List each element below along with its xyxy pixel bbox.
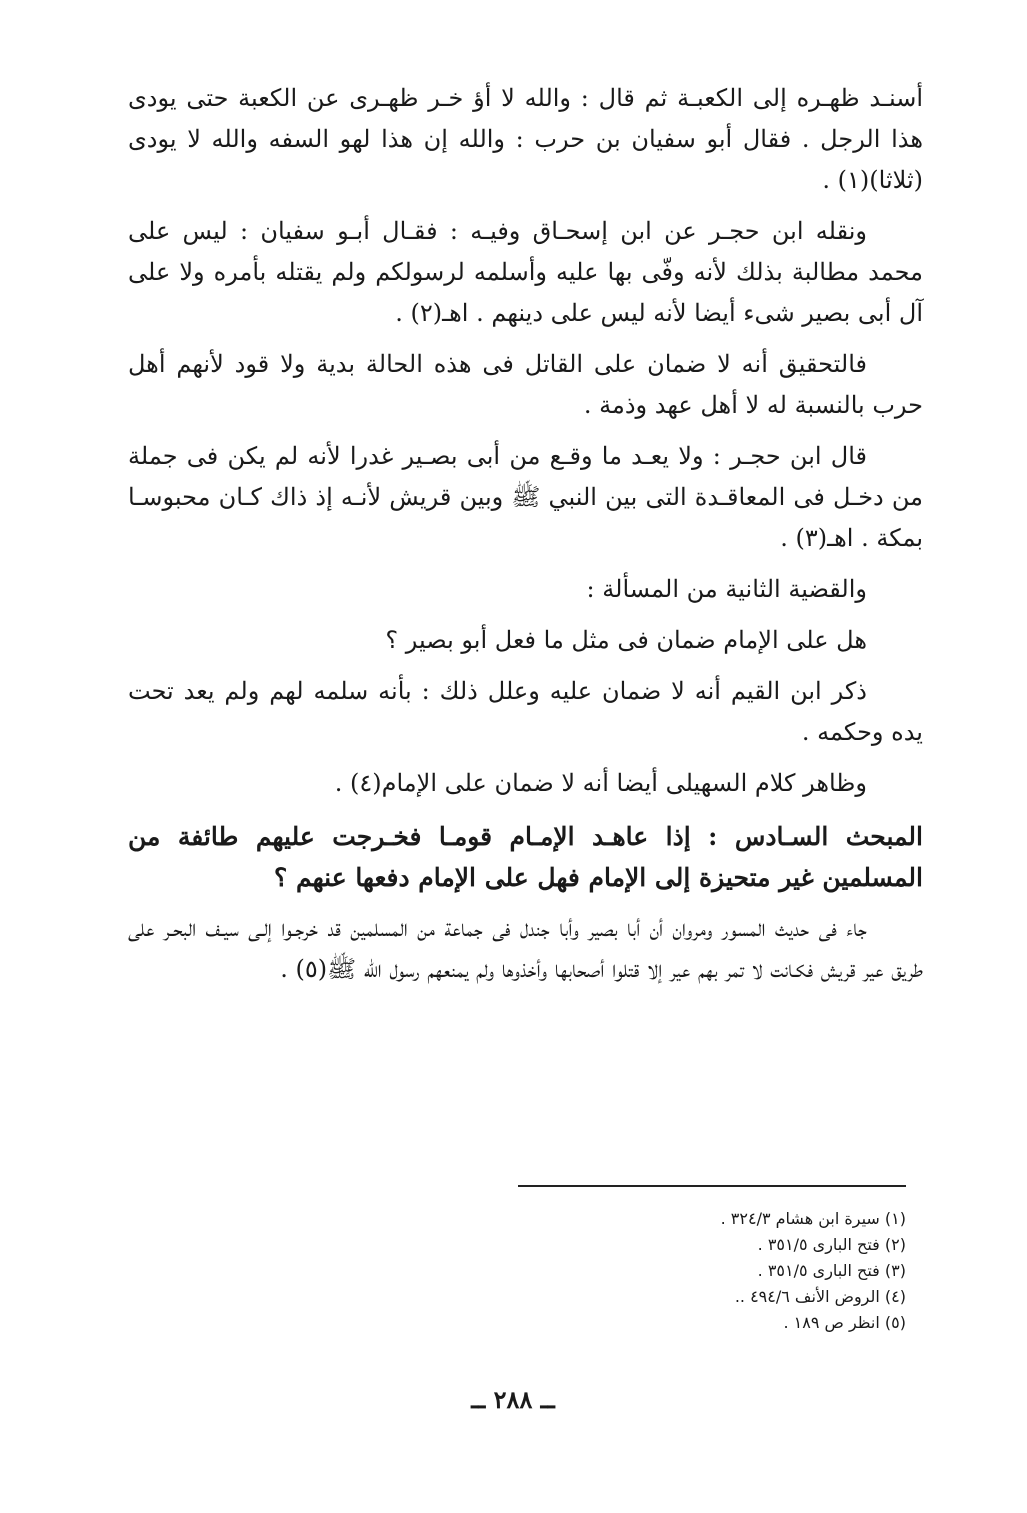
paragraph-3: فالتحقيق أنه لا ضمان على القاتل فى هذه الحالة بدية ولا قود لأنهم أهل حرب بالنسبة له لا أهل عهد وذمة . — [128, 350, 923, 419]
footnote-1: (١) سيرة ابن هشام ٣٢٤/٣ . — [720, 1209, 906, 1228]
main-text — [128, 78, 923, 1000]
footnote-4: (٤) الروض الأنف ٤٩٤/٦ .. — [734, 1287, 906, 1306]
paragraph-1: أسنـد ظهـره إلى الكعبـة ثم قال : والله لا أؤ خـر ظهـرى عن الكعبة حتى يودى هذا الرجل . فقال أبو سفيان بن حرب : والله إن هذا لهو السفه والله لا يودى (ثلاثا)(١) . — [128, 84, 923, 194]
footnote-divider — [518, 1185, 906, 1187]
footnote-2: (٢) فتح البارى ٣٥١/٥ . — [757, 1235, 906, 1254]
footnotes — [520, 1206, 906, 1336]
footnote-5: (٥) انظر ص ١٨٩ . — [783, 1313, 906, 1332]
paragraph-5: والقضية الثانية من المسألة : — [586, 575, 867, 603]
section-heading: المبحث السـادس : إذا عاهـد الإمـام قومـا فخـرجت عليهم طائفة من المسلمين غير متحيزة إلى الإمام فهل على الإمام دفعها عنهم ؟ — [128, 822, 923, 892]
paragraph-7: ذكر ابن القيم أنه لا ضمان عليه وعلل ذلك : بأنه سلمه لهم ولم يعد تحت يده وحكمه . — [128, 677, 923, 746]
paragraph-6: هل على الإمام ضمان فى مثل ما فعل أبو بصير ؟ — [385, 626, 867, 654]
paragraph-4: قال ابن حجـر : ولا يعـد ما وقـع من أبى بصـير غدرا لأنه لم يكن فى جملة من دخـل فى المعاقـدة التى بين النبي ﷺ وبين قريش لأنـه إذ ذاك كـان محبوسـا بمكة . اهـ(٣) . — [128, 442, 923, 552]
paragraph-final: جاء فى حديث المسور ومروان أن أبا بصير وأبا جندل فى جماعة من المسلمين قد خرجـوا إلـى سيـف البحـر على طريق عير قريش فكـانت لا تمر بهم عير إلا قتلوا أصحابها وأخذوها ولم يمنعهم رسول الله ﷺ(٥) . — [128, 914, 923, 983]
paragraph-2: ونقله ابن حجـر عن ابن إسحـاق وفيـه : فقـال أبـو سفيان : ليس على محمد مطالبة بذلك لأنه وفّى بها عليه وأسلمه لرسولكم ولم يقتله بأمره ولا على آل أبى بصير شىء أيضا لأنه ليس على دينهم . اهـ(٢) . — [128, 217, 923, 327]
paragraph-8: وظاهر كلام السهيلى أيضا أنه لا ضمان على الإمام(٤) . — [334, 769, 867, 797]
footnote-3: (٣) فتح البارى ٣٥١/٥ . — [757, 1261, 906, 1280]
page-number: ــ ٢٨٨ ــ — [471, 1385, 555, 1414]
